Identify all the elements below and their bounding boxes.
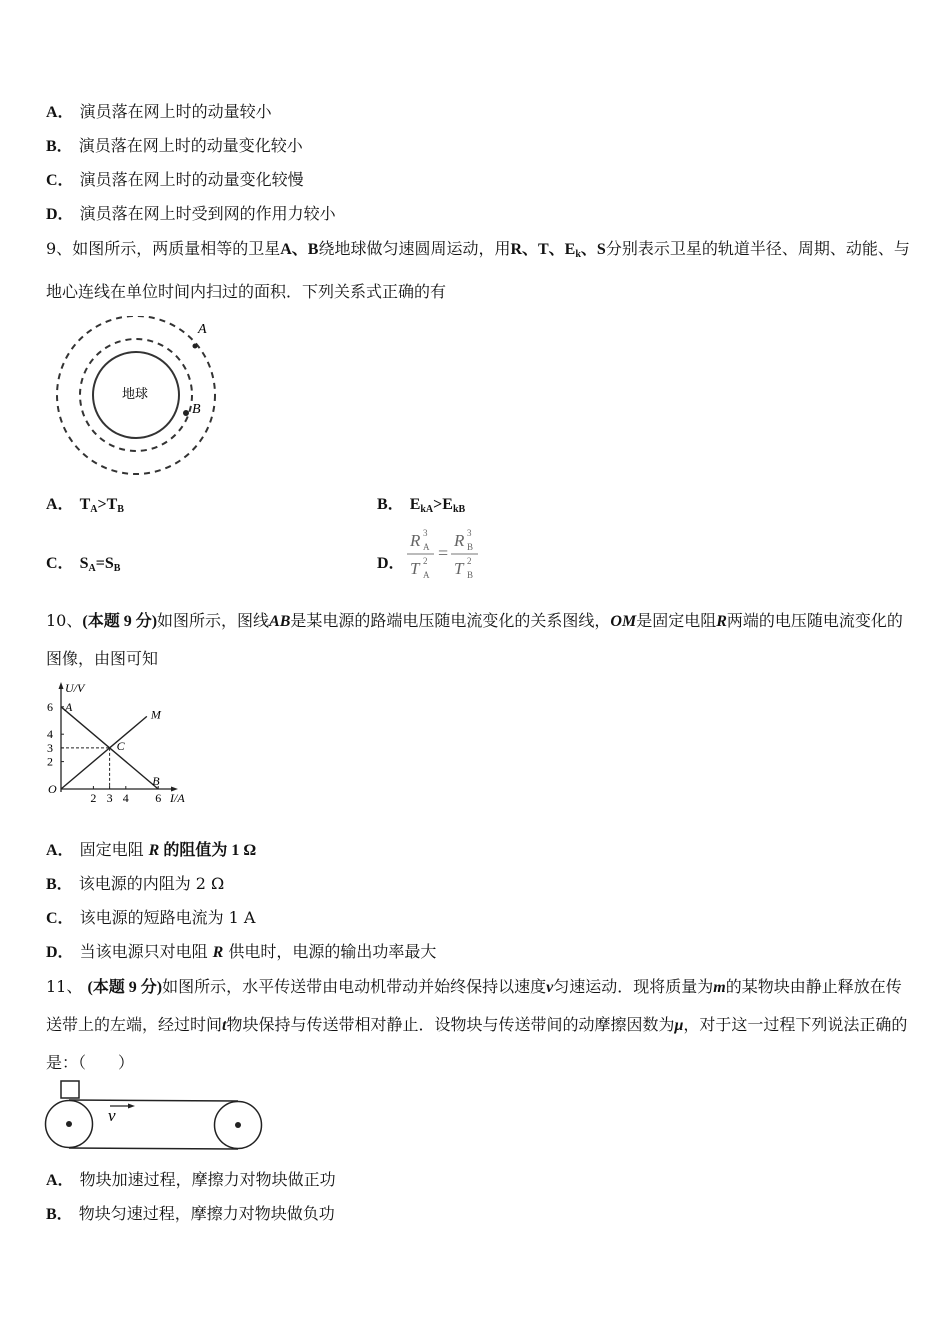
formula-r-a: R bbox=[410, 531, 421, 550]
q10-stem bbox=[46, 602, 910, 677]
formula-exp: 3 bbox=[467, 528, 472, 538]
velocity-arrowhead bbox=[128, 1104, 135, 1109]
stem-text: 如图所示，水平传送带由电动机带动并始终保持以速度 bbox=[162, 977, 547, 996]
satellite-orbit-figure bbox=[50, 316, 222, 476]
option-text: 物块匀速过程，摩擦力对物块做负功 bbox=[78, 1204, 335, 1223]
symbol: T bbox=[79, 496, 91, 513]
stem-text: 的某物块由静止释放在传送带上的左端，经过时间 bbox=[46, 977, 902, 1034]
option-label: B． bbox=[377, 496, 404, 513]
symbol: R bbox=[212, 944, 224, 961]
formula-sub: A bbox=[423, 570, 430, 580]
x-tick-label: 3 bbox=[106, 791, 113, 805]
stem-text: 如图所示，两质量相等的卫星 bbox=[72, 239, 281, 258]
formula-exp: 2 bbox=[467, 556, 472, 566]
x-axis-label: I/A bbox=[170, 791, 185, 805]
y-axis-label: U/V bbox=[65, 681, 85, 695]
option-text: 该电源的短路电流为 1 A bbox=[79, 908, 256, 927]
formula-sub: B bbox=[467, 542, 474, 552]
formula-t-a: T bbox=[410, 559, 420, 578]
stem-text: 物块保持与传送带相对静止．设物块与传送带间的动摩擦因数为 bbox=[226, 1015, 675, 1034]
symbol: R bbox=[148, 842, 160, 859]
q10-option-c bbox=[46, 908, 255, 929]
symbol: R bbox=[716, 613, 727, 630]
point-label: M bbox=[150, 707, 161, 722]
satellite-b-label: B bbox=[192, 402, 201, 417]
option-label: C． bbox=[46, 555, 74, 572]
belt-bottom bbox=[69, 1148, 238, 1149]
symbol: >E bbox=[433, 496, 453, 513]
origin-label: O bbox=[48, 782, 57, 796]
y-tick-label: 4 bbox=[47, 727, 53, 742]
belt-top bbox=[69, 1100, 238, 1101]
stem-text: 分别表示卫星的轨道半径、周期、动能、与地心连线在单位时间内扫过的面积．下列关系式正确的有 bbox=[46, 239, 910, 301]
stem-text: 两端的电压随电流变化的图像，由图可知 bbox=[46, 611, 903, 668]
symbol: v bbox=[546, 979, 554, 996]
symbol: 、S bbox=[580, 241, 606, 258]
velocity-label: v bbox=[108, 1106, 116, 1125]
formula-r-b: R bbox=[454, 531, 465, 550]
symbol: μ bbox=[674, 1017, 684, 1034]
q9-option-a bbox=[46, 494, 124, 520]
q8-option-d bbox=[46, 204, 336, 225]
subscript: A bbox=[90, 504, 98, 515]
earth-label: 地球 bbox=[122, 386, 149, 401]
option-label: D． bbox=[46, 944, 74, 961]
q10-option-a bbox=[46, 840, 256, 861]
x-tick-label: 6 bbox=[155, 791, 162, 805]
option-text: 固定电阻 bbox=[79, 840, 149, 859]
stem-text: 匀速运动．现将质量为 bbox=[553, 977, 714, 996]
satellite-a-label: A bbox=[198, 322, 207, 337]
intersection-label: C bbox=[116, 738, 125, 753]
q10-option-b bbox=[46, 874, 224, 895]
y-tick-label: 6 bbox=[47, 699, 53, 714]
subscript: kA bbox=[420, 504, 434, 515]
q11-stem bbox=[46, 968, 910, 1081]
symbol: t bbox=[222, 1017, 227, 1034]
stem-text: 是固定电阻 bbox=[636, 611, 717, 630]
option-text: 演员落在网上时的动量变化较慢 bbox=[79, 170, 304, 189]
left-pulley-axle bbox=[66, 1121, 72, 1127]
q8-option-c bbox=[46, 170, 304, 191]
subscript: B bbox=[113, 563, 121, 574]
option-label: C． bbox=[46, 172, 74, 189]
option-label: C． bbox=[46, 910, 74, 927]
option-text: 演员落在网上时受到网的作用力较小 bbox=[79, 204, 336, 223]
formula-t-b: T bbox=[454, 559, 464, 578]
option-text: 该电源的内阻为 2 Ω bbox=[78, 874, 225, 893]
option-label: B． bbox=[46, 1206, 73, 1223]
stem-text: 如图所示，图线 bbox=[157, 611, 270, 630]
stem-text: ，对于这一过程下列说法正确的是：（ ） bbox=[46, 1015, 908, 1072]
point-label: A bbox=[65, 699, 73, 714]
satellite-b-dot bbox=[183, 410, 189, 416]
option-text: 物块加速过程，摩擦力对物块做正功 bbox=[79, 1170, 336, 1189]
score: (本题 9 分) bbox=[87, 979, 163, 996]
symbol: OM bbox=[610, 613, 637, 630]
y-tick-label: 2 bbox=[47, 754, 53, 769]
conveyor-belt-figure bbox=[42, 1078, 266, 1152]
symbol: >T bbox=[97, 496, 118, 513]
question-number: 9、 bbox=[46, 239, 73, 258]
symbol: m bbox=[713, 979, 726, 996]
option-text: 演员落在网上时的动量变化较小 bbox=[78, 136, 303, 155]
q9-option-c bbox=[46, 553, 120, 579]
subscript: kB bbox=[452, 504, 466, 515]
formula-sub: B bbox=[467, 570, 474, 580]
block bbox=[61, 1081, 79, 1098]
option-text: 当该电源只对电阻 bbox=[79, 942, 213, 961]
x-tick-label: 2 bbox=[90, 791, 97, 805]
stem-text: 绕地球做匀速圆周运动，用 bbox=[318, 239, 511, 258]
formula-exp: 3 bbox=[423, 528, 428, 538]
option-label: A． bbox=[46, 104, 74, 121]
option-text: 供电时，电源的输出功率最大 bbox=[223, 942, 437, 961]
q8-option-b bbox=[46, 136, 303, 157]
y-tick-label: 3 bbox=[47, 740, 53, 755]
symbol: E bbox=[409, 496, 421, 513]
option-label: D． bbox=[46, 206, 74, 223]
point-label: B bbox=[152, 774, 160, 788]
option-text: 的阻值为 1 Ω bbox=[159, 842, 257, 859]
score: (本题 9 分) bbox=[82, 613, 158, 630]
q8-option-a bbox=[46, 102, 272, 123]
q9-option-b bbox=[377, 494, 465, 520]
subscript: k bbox=[575, 249, 581, 260]
q9-option-d-formula bbox=[404, 526, 484, 584]
subscript: A bbox=[88, 563, 96, 574]
symbol: =S bbox=[95, 555, 114, 572]
subscript: B bbox=[117, 504, 124, 515]
q9-stem bbox=[46, 230, 910, 310]
stem-text: 是某电源的路端电压随电流变化的关系图线， bbox=[290, 611, 611, 630]
satellite-a-dot bbox=[193, 344, 198, 349]
formula-equals: = bbox=[438, 543, 449, 563]
option-label: D． bbox=[377, 555, 405, 572]
option-label: A． bbox=[46, 496, 74, 513]
option-label: A． bbox=[46, 842, 74, 859]
x-tick-label: 4 bbox=[122, 791, 129, 805]
formula-sub: A bbox=[423, 542, 430, 552]
symbol: AB bbox=[269, 613, 291, 630]
option-text: 演员落在网上时的动量较小 bbox=[79, 102, 272, 121]
q11-option-b bbox=[46, 1204, 335, 1225]
symbol: S bbox=[79, 555, 89, 572]
question-number: 10、 bbox=[46, 611, 83, 630]
q10-option-d bbox=[46, 942, 436, 963]
option-label: A． bbox=[46, 1172, 74, 1189]
question-number: 11、 bbox=[46, 977, 83, 996]
right-pulley-axle bbox=[235, 1122, 241, 1128]
symbol: R、T、E bbox=[510, 241, 576, 258]
series-line-om bbox=[61, 716, 147, 789]
q11-option-a bbox=[46, 1170, 336, 1191]
option-label: B． bbox=[46, 876, 73, 893]
y-axis-arrow bbox=[59, 682, 64, 689]
u-i-graph bbox=[44, 678, 204, 808]
formula-exp: 2 bbox=[423, 556, 428, 566]
option-label: B． bbox=[46, 138, 73, 155]
symbol: A、B bbox=[280, 241, 319, 258]
